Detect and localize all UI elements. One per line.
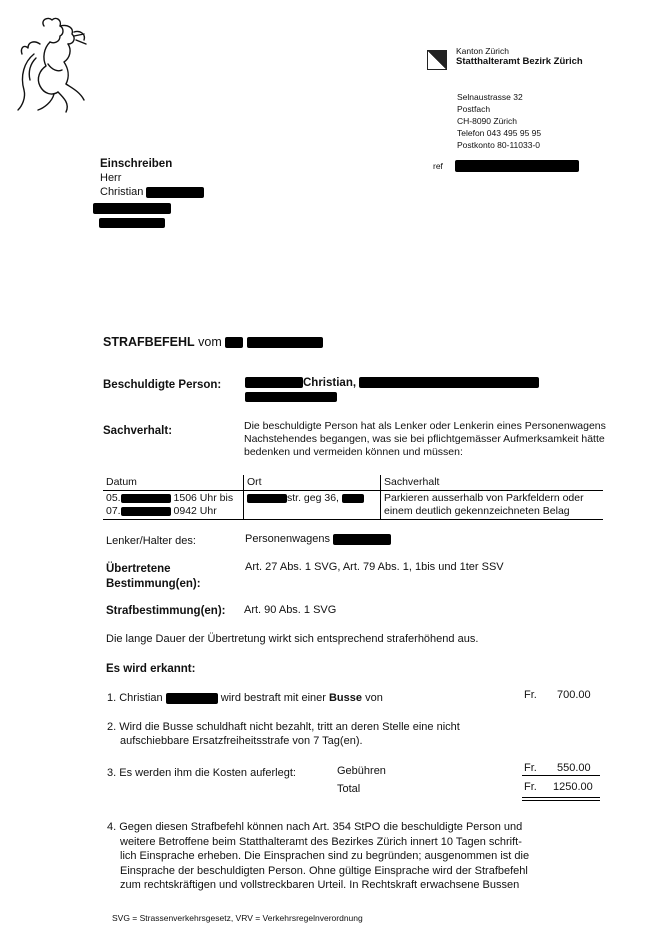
verdict-heading: Es wird erkannt:	[106, 663, 196, 675]
redaction-bar	[455, 160, 579, 172]
total-rule	[522, 797, 600, 798]
violated-value: Art. 27 Abs. 1 SVG, Art. 79 Abs. 1, 1bis und 1ter SSV	[245, 561, 504, 573]
canton-name: Kanton Zürich	[456, 46, 509, 56]
facts-header-description: Sachverhalt	[381, 475, 604, 491]
total-double-rule	[522, 800, 600, 801]
violated-label	[106, 562, 201, 592]
facts-header-date: Datum	[106, 476, 137, 488]
penalty-rule-value: Art. 90 Abs. 1 SVG	[244, 604, 337, 616]
driver-label: Lenker/Halter des:	[106, 535, 196, 547]
recipient-name: Christian	[100, 186, 144, 198]
verdict-item-3: 3. Es werden ihm die Kosten auferlegt:	[107, 767, 296, 779]
address-line: Telefon 043 495 95 95	[457, 128, 542, 138]
date-prefix: 05.	[106, 492, 121, 504]
vehicle-type: Personenwagens	[245, 533, 331, 545]
date-suffix: 0942 Uhr	[173, 505, 217, 517]
item-line: lich Einsprache erheben. Die Einsprachen sind zu begründen; ausgenommen ist die	[120, 850, 530, 862]
violated-label-line: Bestimmung(en):	[106, 578, 201, 590]
redaction-bar	[166, 693, 218, 704]
fee-currency: Fr.	[524, 762, 537, 774]
document-title	[103, 335, 323, 349]
facts-date-line	[106, 505, 240, 518]
facts-label: Sachverhalt:	[103, 425, 173, 437]
verdict-item-1	[107, 692, 383, 704]
facts-place-cell	[244, 491, 381, 520]
lion-emblem-icon	[14, 14, 94, 119]
accused-value	[245, 377, 539, 389]
redaction-bar	[146, 187, 204, 198]
office-address	[457, 91, 541, 151]
fine-currency: Fr.	[524, 689, 537, 701]
item-line: 4. Gegen diesen Strafbefehl können nach Art. 354 StPO die beschuldigte Person und	[107, 821, 523, 833]
ref-label: ref	[433, 161, 443, 171]
redaction-bar	[121, 494, 171, 503]
date-prefix: 07.	[106, 505, 121, 517]
item-line: Einsprache der beschuldigten Person. Ohne gültige Einsprache wird der Strafbefehl	[120, 864, 528, 877]
subtotal-rule	[522, 775, 600, 776]
fee-label: Gebühren	[337, 765, 386, 777]
title-vom: vom	[198, 335, 222, 349]
redaction-bar	[359, 377, 539, 388]
redaction-bar	[247, 337, 323, 348]
recipient-salutation: Herr	[100, 172, 122, 184]
address-line: CH-8090 Zürich	[457, 116, 517, 126]
place-text: str. geg 36,	[287, 492, 339, 504]
redaction-bar	[247, 494, 287, 503]
address-line: Selnaustrasse 32	[457, 92, 523, 102]
facts-description-cell: Parkieren ausserhalb von Parkfeldern oder einem deutlich gekennzeichneten Belag	[381, 491, 604, 520]
facts-text: Die beschuldigte Person hat als Lenker oder Lenkerin eines Personenwagens Nachstehendes begangen, was sie bei pflichtgemässer Aufmerksamkeit hätte bedenken und vermeiden können und müssen:	[244, 420, 606, 458]
facts-header-place: Ort	[244, 475, 381, 491]
redaction-bar	[245, 377, 303, 388]
total-currency: Fr.	[524, 781, 537, 793]
item-line: zum rechtskräftigen und vollstreckbaren Urteil. In Rechtskraft erwachsene Bussen	[120, 879, 520, 891]
item-line: weitere Betroffene beim Statthalteramt des Bezirkes Zürich innert 10 Tagen schrift-	[120, 835, 522, 848]
total-label: Total	[337, 783, 361, 795]
verdict-item-2	[107, 720, 460, 748]
accused-label: Beschuldigte Person:	[103, 379, 222, 391]
duration-note: Die lange Dauer der Übertretung wirkt sich entsprechend straferhöhend aus.	[106, 633, 479, 645]
redaction-bar	[93, 203, 171, 214]
redaction-bar	[333, 534, 391, 545]
address-line: Postfach	[457, 104, 491, 114]
verdict-item-4	[107, 820, 602, 893]
item-line: 2. Wird die Busse schuldhaft nicht bezahlt, tritt an deren Stelle eine nicht	[107, 721, 460, 733]
redaction-bar	[121, 507, 171, 516]
item-text: wird bestraft mit einer	[220, 692, 326, 704]
fine-amount: 700.00	[557, 689, 591, 701]
item-text: 1. Christian	[107, 692, 163, 704]
delivery-type: Einschreiben	[100, 158, 173, 170]
date-suffix: 1506 Uhr bis	[173, 492, 234, 504]
fee-amount: 550.00	[557, 762, 591, 774]
driver-value	[245, 533, 391, 545]
facts-date-line	[106, 492, 240, 505]
redaction-bar	[99, 218, 165, 228]
facts-table	[103, 475, 603, 520]
redaction-bar	[225, 337, 243, 348]
facts-date-cell	[103, 491, 244, 520]
total-amount: 1250.00	[553, 781, 593, 793]
recipient-name-line	[100, 186, 204, 198]
redaction-bar	[342, 494, 364, 503]
violated-label-line: Übertretene	[106, 563, 171, 575]
redaction-bar	[245, 392, 337, 402]
item-line: aufschiebbare Ersatzfreiheitsstrafe von 7 Tag(en).	[120, 735, 363, 747]
canton-logo-icon	[427, 50, 451, 74]
accused-name: Christian,	[303, 377, 357, 389]
footnote: SVG = Strassenverkehrsgesetz, VRV = Verkehrsregelnverordnung	[112, 913, 363, 923]
address-line: Postkonto 80-11033-0	[457, 140, 541, 150]
fine-label: Busse	[328, 692, 363, 704]
office-name: Statthalteramt Bezirk Zürich	[456, 56, 583, 67]
penalty-rule-label: Strafbestimmung(en):	[106, 605, 226, 617]
title-label: STRAFBEFEHL	[103, 335, 195, 349]
item-text: von	[365, 692, 383, 704]
